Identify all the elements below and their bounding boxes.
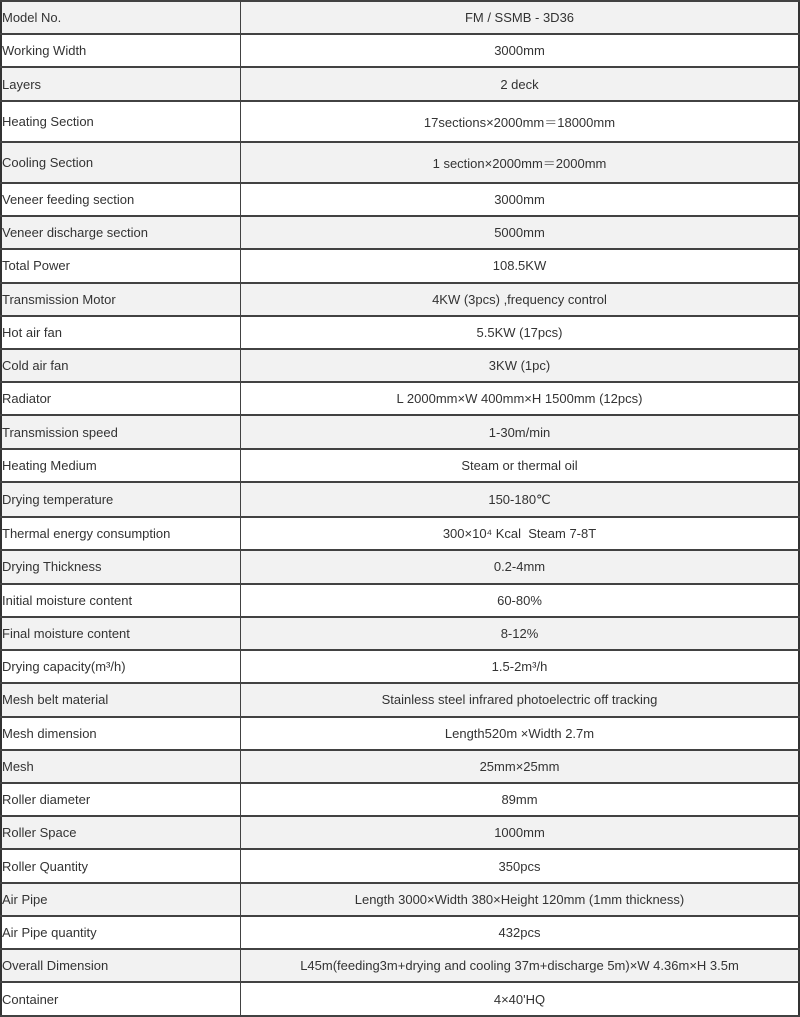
spec-parameter-label: Drying Thickness bbox=[1, 550, 241, 583]
spec-parameter-label: Radiator bbox=[1, 382, 241, 415]
table-row bbox=[1, 449, 799, 482]
spec-parameter-value: 8-12% bbox=[241, 617, 800, 650]
spec-parameter-value: 1.5-2m³/h bbox=[241, 650, 800, 683]
spec-parameter-value: 3000mm bbox=[241, 34, 800, 67]
table-row bbox=[1, 101, 799, 142]
spec-parameter-label: Air Pipe bbox=[1, 883, 241, 916]
table-row bbox=[1, 183, 799, 216]
table-row bbox=[1, 142, 799, 183]
table-row bbox=[1, 883, 799, 916]
spec-parameter-label: Cooling Section bbox=[1, 142, 241, 183]
spec-parameter-label: Veneer feeding section bbox=[1, 183, 241, 216]
table-row bbox=[1, 849, 799, 882]
table-row bbox=[1, 717, 799, 750]
spec-parameter-label: Drying temperature bbox=[1, 482, 241, 517]
spec-parameter-value: 89mm bbox=[241, 783, 800, 816]
table-row bbox=[1, 916, 799, 949]
table-row bbox=[1, 783, 799, 816]
table-row bbox=[1, 517, 799, 550]
spec-parameter-label: Mesh bbox=[1, 750, 241, 783]
table-row bbox=[1, 650, 799, 683]
spec-table-body bbox=[1, 1, 799, 1016]
spec-parameter-value: 3KW (1pc) bbox=[241, 349, 800, 382]
spec-parameter-label: Layers bbox=[1, 67, 241, 100]
table-row bbox=[1, 683, 799, 716]
spec-parameter-value: 150-180℃ bbox=[241, 482, 800, 517]
spec-parameter-value: Steam or thermal oil bbox=[241, 449, 800, 482]
spec-parameter-value: FM / SSMB - 3D36 bbox=[241, 1, 800, 34]
table-row bbox=[1, 1, 799, 34]
spec-parameter-label: Roller diameter bbox=[1, 783, 241, 816]
spec-parameter-label: Model No. bbox=[1, 1, 241, 34]
spec-parameter-label: Transmission speed bbox=[1, 415, 241, 448]
table-row bbox=[1, 482, 799, 517]
spec-parameter-label: Veneer discharge section bbox=[1, 216, 241, 249]
table-row bbox=[1, 283, 799, 316]
spec-parameter-value: 5000mm bbox=[241, 216, 800, 249]
spec-parameter-label: Thermal energy consumption bbox=[1, 517, 241, 550]
spec-parameter-value: 5.5KW (17pcs) bbox=[241, 316, 800, 349]
table-row bbox=[1, 316, 799, 349]
spec-parameter-value: 1000mm bbox=[241, 816, 800, 849]
spec-parameter-label: Heating Section bbox=[1, 101, 241, 142]
spec-parameter-value: Length520m ×Width 2.7m bbox=[241, 717, 800, 750]
table-row bbox=[1, 67, 799, 100]
spec-parameter-value: 432pcs bbox=[241, 916, 800, 949]
spec-parameter-value: 0.2-4mm bbox=[241, 550, 800, 583]
spec-parameter-value: 1 section×2000mm＝2000mm bbox=[241, 142, 800, 183]
spec-parameter-label: Mesh belt material bbox=[1, 683, 241, 716]
spec-parameter-label: Working Width bbox=[1, 34, 241, 67]
spec-parameter-label: Mesh dimension bbox=[1, 717, 241, 750]
spec-parameter-value: 60-80% bbox=[241, 584, 800, 617]
table-row bbox=[1, 216, 799, 249]
spec-parameter-label: Roller Quantity bbox=[1, 849, 241, 882]
spec-parameter-label: Container bbox=[1, 982, 241, 1016]
spec-parameter-value: 25mm×25mm bbox=[241, 750, 800, 783]
table-row bbox=[1, 349, 799, 382]
spec-parameter-label: Overall Dimension bbox=[1, 949, 241, 982]
spec-parameter-label: Roller Space bbox=[1, 816, 241, 849]
spec-parameter-label: Initial moisture content bbox=[1, 584, 241, 617]
spec-parameter-label: Hot air fan bbox=[1, 316, 241, 349]
table-row bbox=[1, 415, 799, 448]
spec-parameter-value: 3000mm bbox=[241, 183, 800, 216]
spec-parameter-label: Transmission Motor bbox=[1, 283, 241, 316]
table-row bbox=[1, 750, 799, 783]
spec-parameter-value: Length 3000×Width 380×Height 120mm (1mm thickness) bbox=[241, 883, 800, 916]
table-row bbox=[1, 617, 799, 650]
spec-parameter-value: 4×40'HQ bbox=[241, 982, 800, 1016]
table-row bbox=[1, 382, 799, 415]
table-row bbox=[1, 949, 799, 982]
spec-parameter-label: Air Pipe quantity bbox=[1, 916, 241, 949]
table-row bbox=[1, 249, 799, 282]
spec-parameter-label: Cold air fan bbox=[1, 349, 241, 382]
spec-parameter-value: 17sections×2000mm＝18000mm bbox=[241, 101, 800, 142]
table-row bbox=[1, 982, 799, 1016]
spec-parameter-value: 108.5KW bbox=[241, 249, 800, 282]
table-row bbox=[1, 584, 799, 617]
spec-parameter-label: Drying capacity(m³/h) bbox=[1, 650, 241, 683]
spec-parameter-label: Final moisture content bbox=[1, 617, 241, 650]
spec-parameter-value: Stainless steel infrared photoelectric off tracking bbox=[241, 683, 800, 716]
spec-parameter-label: Total Power bbox=[1, 249, 241, 282]
spec-parameter-value: 1-30m/min bbox=[241, 415, 800, 448]
spec-parameter-value: 300×10⁴ Kcal Steam 7-8T bbox=[241, 517, 800, 550]
table-row bbox=[1, 816, 799, 849]
table-row bbox=[1, 34, 799, 67]
table-row bbox=[1, 550, 799, 583]
spec-parameter-value: 350pcs bbox=[241, 849, 800, 882]
spec-parameter-value: L 2000mm×W 400mm×H 1500mm (12pcs) bbox=[241, 382, 800, 415]
spec-parameter-label: Heating Medium bbox=[1, 449, 241, 482]
spec-parameter-value: 2 deck bbox=[241, 67, 800, 100]
spec-parameter-value: L45m(feeding3m+drying and cooling 37m+discharge 5m)×W 4.36m×H 3.5m bbox=[241, 949, 800, 982]
spec-parameter-value: 4KW (3pcs) ,frequency control bbox=[241, 283, 800, 316]
